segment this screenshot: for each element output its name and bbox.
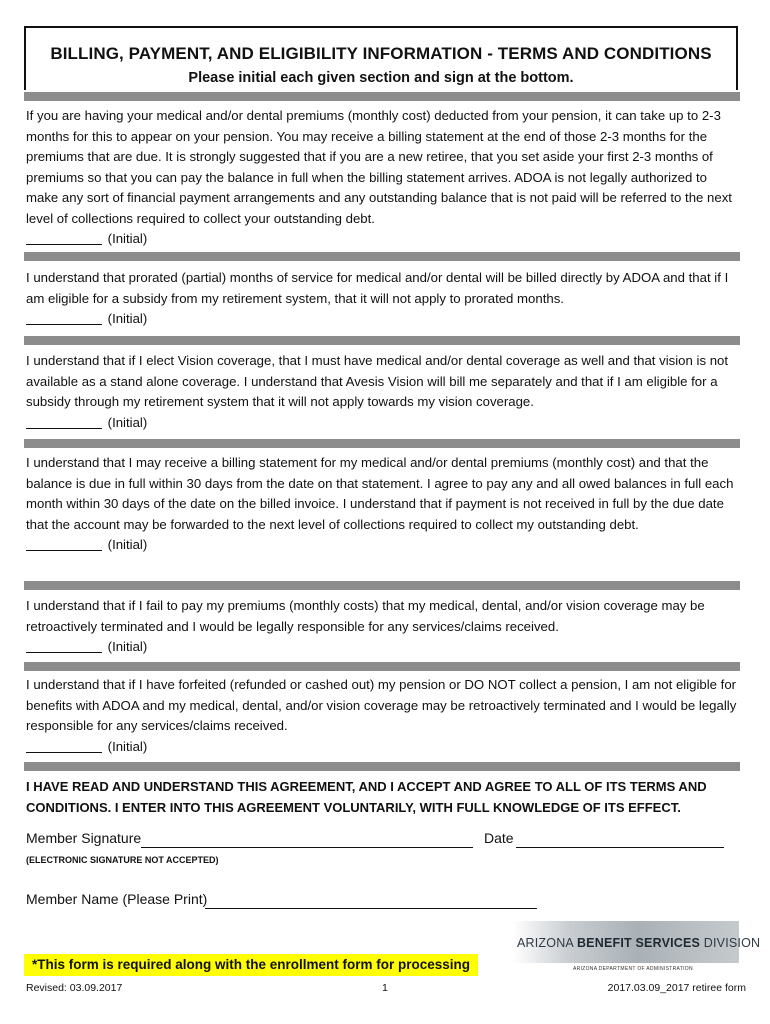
signature-note: (ELECTRONIC SIGNATURE NOT ACCEPTED) <box>26 855 219 865</box>
initial-label: (Initial) <box>107 738 148 754</box>
section-3 <box>26 351 740 433</box>
logo-prefix: ARIZONA <box>517 936 577 950</box>
logo-suffix: DIVISION <box>700 936 761 950</box>
date-label: Date <box>484 830 514 846</box>
initial-blank-line[interactable] <box>26 414 102 429</box>
footer-revised: Revised: 03.09.2017 <box>26 982 123 994</box>
page-subtitle: Please initial each given section and sign at the bottom. <box>188 70 574 86</box>
logo-bold: BENEFIT SERVICES <box>576 936 701 950</box>
section-2-text: I understand that prorated (partial) months of service for medical and/or dental will be billed directly by ADOA and that if I am eligible for a subsidy from my retirement system, that it will not apply to prorated months. <box>26 270 729 306</box>
section-6 <box>26 675 740 757</box>
member-name-field[interactable] <box>205 908 537 909</box>
section-divider <box>24 439 740 448</box>
member-signature-field[interactable] <box>141 847 473 848</box>
initial-label: (Initial) <box>107 311 148 326</box>
section-5 <box>26 596 740 658</box>
title-box <box>24 26 738 90</box>
section-divider <box>24 92 740 101</box>
section-divider <box>24 762 740 771</box>
section-3-text: I understand that if I elect Vision coverage, that I must have medical and/or dental coverage as well and that vision is not available as a stand alone coverage. I understand that Avesis Vision will bill me separately and that if I am eligible for a subsidy through my retirement system that it will not apply towards my vision coverage. <box>26 353 729 409</box>
section-1-text: If you are having your medical and/or dental premiums (monthly cost) deducted from your pension, it can take up to 2-3 months for this to appear on your pension. You may receive a billing statement at the end of those 2-3 months for the premiums that are due. It is strongly suggested that if you are a new retiree, that you set aside your first 2-3 months of premiums so that you can pay the balance in full when the billing statement arrives. ADOA is not legally authorized to make any sort of financial payment arrangements and any outstanding balance that is not paid will be referred to the next level of collections required to collect your outstanding debt. <box>26 108 732 226</box>
benefit-services-logo <box>513 921 761 975</box>
footer-page-number: 1 <box>382 982 388 994</box>
initial-blank-line[interactable] <box>26 230 102 245</box>
section-5-text: I understand that if I fail to pay my premiums (monthly costs) that my medical, dental, and/or vision coverage may be retroactively terminated and I would be legally responsible for any services/claims received. <box>26 598 705 634</box>
initial-blank-line[interactable] <box>26 310 102 325</box>
section-4 <box>26 453 740 556</box>
initial-label: (Initial) <box>107 537 148 552</box>
member-name-label: Member Name (Please Print) <box>26 891 208 907</box>
logo-subtext: ARIZONA DEPARTMENT OF ADMINISTRATION <box>573 966 693 972</box>
member-signature-label: Member Signature <box>26 830 142 846</box>
section-4-initial[interactable] <box>26 535 740 556</box>
processing-notice: *This form is required along with the enrollment form for processing <box>24 954 478 976</box>
date-field[interactable] <box>516 847 724 848</box>
section-divider <box>24 252 740 261</box>
section-3-initial[interactable] <box>26 413 740 434</box>
initial-blank-line[interactable] <box>26 738 102 753</box>
page-title: BILLING, PAYMENT, AND ELIGIBILITY INFORMATION - TERMS AND CONDITIONS <box>50 44 712 63</box>
initial-label: (Initial) <box>107 231 148 246</box>
agreement-statement: I HAVE READ AND UNDERSTAND THIS AGREEMENT, AND I ACCEPT AND AGREE TO ALL OF ITS TERMS AND CONDITIONS. I ENTER INTO THIS AGREEMENT VOLUNTARILY, WITH FULL KNOWLEDGE OF ITS EFFECT. <box>26 779 707 815</box>
initial-label: (Initial) <box>107 639 148 654</box>
section-1-initial[interactable] <box>26 229 740 250</box>
initial-blank-line[interactable] <box>26 638 102 653</box>
section-2 <box>26 268 740 330</box>
initial-blank-line[interactable] <box>26 536 102 551</box>
logo-text <box>517 936 760 950</box>
section-6-text: I understand that if I have forfeited (refunded or cashed out) my pension or DO NOT collect a pension, I am not eligible for benefits with ADOA and my medical, dental, and/or vision coverage may be retroactively terminated and I would be legally responsible for any services/claims received. <box>26 677 737 733</box>
section-divider <box>24 662 740 671</box>
section-divider <box>24 336 740 345</box>
section-5-initial[interactable] <box>26 637 740 658</box>
section-6-initial[interactable] <box>26 737 740 758</box>
initial-label: (Initial) <box>107 414 148 430</box>
section-2-initial[interactable] <box>26 309 740 330</box>
section-4-text: I understand that I may receive a billing statement for my medical and/or dental premiums (monthly cost) and that the balance is due in full within 30 days from the date on that statement. I agree to pay any and all owed balances in full each month within 30 days of the date on the billed invoice. I understand that if payment is not received in full by the due date that the account may be forwarded to the next level of collections required to collect my outstanding debt. <box>26 455 734 532</box>
footer-form-id: 2017.03.09_2017 retiree form <box>607 982 746 994</box>
section-1 <box>26 106 740 250</box>
section-divider <box>24 581 740 590</box>
